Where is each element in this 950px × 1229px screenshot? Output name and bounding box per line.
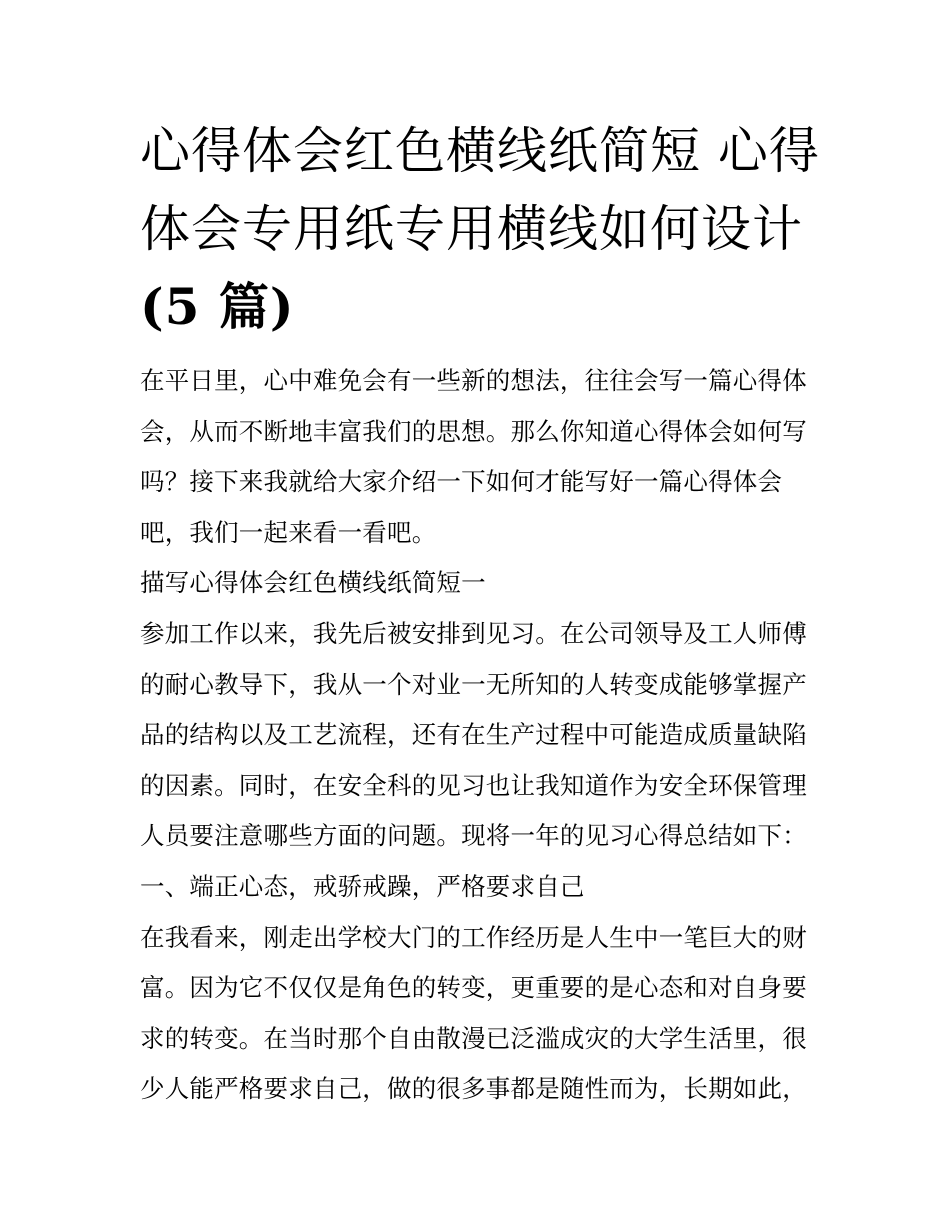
body-line: 富。因为它不仅仅是角色的转变，更重要的是心态和对自身要 [140,973,807,1003]
subsection-heading: 一、端正心态，戒骄戒躁，严格要求自己 [140,871,585,901]
body-line: 求的转变。在当时那个自由散漫已泛滥成灾的大学生活里，很 [140,1023,807,1053]
body-line: 人员要注意哪些方面的问题。现将一年的见习心得总结如下： [140,821,807,851]
body-line: 品的结构以及工艺流程，还有在生产过程中可能造成质量缺陷 [140,720,807,750]
body-line: 吗？接下来我就给大家介绍一下如何才能写好一篇心得体会 [140,467,783,497]
body-line: 的因素。同时，在安全科的见习也让我知道作为安全环保管理 [140,770,807,800]
body-line: 吧，我们一起来看一看吧。 [140,517,437,547]
section-heading: 描写心得体会红色横线纸简短一 [140,568,486,598]
body-line: 在平日里，心中难免会有一些新的想法，往往会写一篇心得体 [140,366,807,395]
body-line: 参加工作以来，我先后被安排到见习。在公司领导及工人师傅 [140,618,807,648]
body-line: 在我看来，刚走出学校大门的工作经历是人生中一笔巨大的财 [140,922,807,952]
body-line: 少人能严格要求自己，做的很多事都是随性而为，长期如此， [140,1074,807,1104]
body-line: 会，从而不断地丰富我们的思想。那么你知道心得体会如何写 [140,416,807,446]
body-line: 的耐心教导下，我从一个对业一无所知的人转变成能够掌握产 [140,669,807,699]
document-body [140,356,815,1115]
document-title [140,112,820,346]
document-content [140,112,820,1115]
title-line-3: (5 篇) [140,277,295,336]
title-line-1: 心得体会红色横线纸简短 心得 [140,122,820,180]
title-line-2: 体会专用纸专用横线如何设计 [140,200,803,258]
